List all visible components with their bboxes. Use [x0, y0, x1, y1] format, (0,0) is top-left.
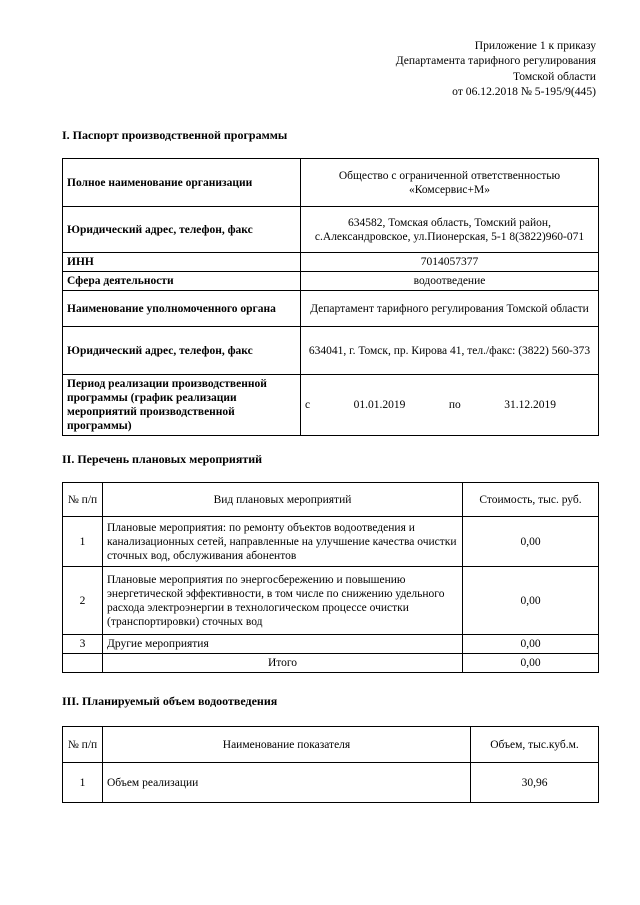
row-cost: 0,00	[463, 567, 599, 635]
header-num: № п/п	[63, 727, 103, 763]
row-value: 634582, Томская область, Томский район, с.Александровское, ул.Пионерская, 5-1 8(3822)960-071	[301, 207, 599, 253]
row-num: 2	[63, 567, 103, 635]
total-cost: 0,00	[463, 654, 599, 673]
row-label: Наименование уполномоченного органа	[63, 291, 301, 327]
section-title-measures: II. Перечень плановых мероприятий	[62, 452, 263, 466]
row-num: 3	[63, 635, 103, 654]
section-title-volume: III. Планируемый объем водоотведения	[62, 694, 278, 708]
row-value: 7014057377	[301, 253, 599, 272]
appendix-line: Приложение 1 к приказу	[474, 39, 596, 52]
row-name: Плановые мероприятия: по ремонту объектов водоотведения и канализационных сетей, направленные на улучшение качества очистки сточных вод, обслуживания абонентов	[103, 517, 463, 567]
header-name: Вид плановых мероприятий	[103, 483, 463, 517]
table-row	[63, 567, 599, 635]
row-label: Юридический адрес, телефон, факс	[63, 327, 301, 375]
row-label: Юридический адрес, телефон, факс	[63, 207, 301, 253]
table-row	[63, 272, 599, 291]
appendix-header	[276, 38, 596, 100]
total-empty-cell	[63, 654, 103, 673]
row-name: Плановые мероприятия по энергосбережению и повышению энергетической эффективности, в том числе по снижению удельного расхода электроэнергии в технологическом процессе очистки (транспортировки) сточных вод	[103, 567, 463, 635]
header-volume: Объем, тыс.куб.м.	[471, 727, 599, 763]
table-header-row	[63, 727, 599, 763]
section-title-passport: I. Паспорт производственной программы	[62, 128, 288, 142]
table-total-row	[63, 654, 599, 673]
header-num: № п/п	[63, 483, 103, 517]
table-row	[63, 253, 599, 272]
row-name: Другие мероприятия	[103, 635, 463, 654]
measures-table	[62, 482, 599, 673]
row-value: Общество с ограниченной ответственностью «Комсервис+М»	[301, 159, 599, 207]
row-label: Сфера деятельности	[63, 272, 301, 291]
period-to-label: по	[448, 399, 461, 411]
row-name: Объем реализации	[103, 763, 471, 803]
table-row	[63, 763, 599, 803]
appendix-line: Департамента тарифного регулирования	[395, 54, 596, 68]
period-range	[305, 398, 594, 412]
row-num: 1	[63, 517, 103, 567]
row-value: водоотведение	[301, 272, 599, 291]
table-header-row	[63, 483, 599, 517]
table-row	[63, 375, 599, 436]
row-volume: 30,96	[471, 763, 599, 803]
row-value: Департамент тарифного регулирования Томской области	[301, 291, 599, 327]
appendix-line: от 06.12.2018 № 5-195/9(445)	[452, 85, 596, 99]
header-cost: Стоимость, тыс. руб.	[463, 483, 599, 517]
passport-table	[62, 158, 599, 436]
table-row	[63, 517, 599, 567]
table-row	[63, 635, 599, 654]
table-row	[63, 207, 599, 253]
total-label: Итого	[103, 654, 463, 673]
row-cost: 0,00	[463, 517, 599, 567]
header-name: Наименование показателя	[103, 727, 471, 763]
period-to: 31.12.2019	[504, 399, 556, 411]
period-from-label: с	[305, 399, 311, 411]
period-cell	[301, 375, 599, 436]
volume-table	[62, 726, 599, 803]
row-label: ИНН	[63, 253, 301, 272]
table-row	[63, 291, 599, 327]
row-num: 1	[63, 763, 103, 803]
row-cost: 0,00	[463, 635, 599, 654]
table-row	[63, 327, 599, 375]
appendix-line: Томской области	[513, 69, 596, 83]
table-row	[63, 159, 599, 207]
period-from: 01.01.2019	[353, 399, 406, 411]
row-label: Полное наименование организации	[63, 159, 301, 207]
row-value: 634041, г. Томск, пр. Кирова 41, тел./факс: (3822) 560-373	[301, 327, 599, 375]
row-label: Период реализации производственной программы (график реализации мероприятий производственной программы)	[63, 375, 301, 436]
